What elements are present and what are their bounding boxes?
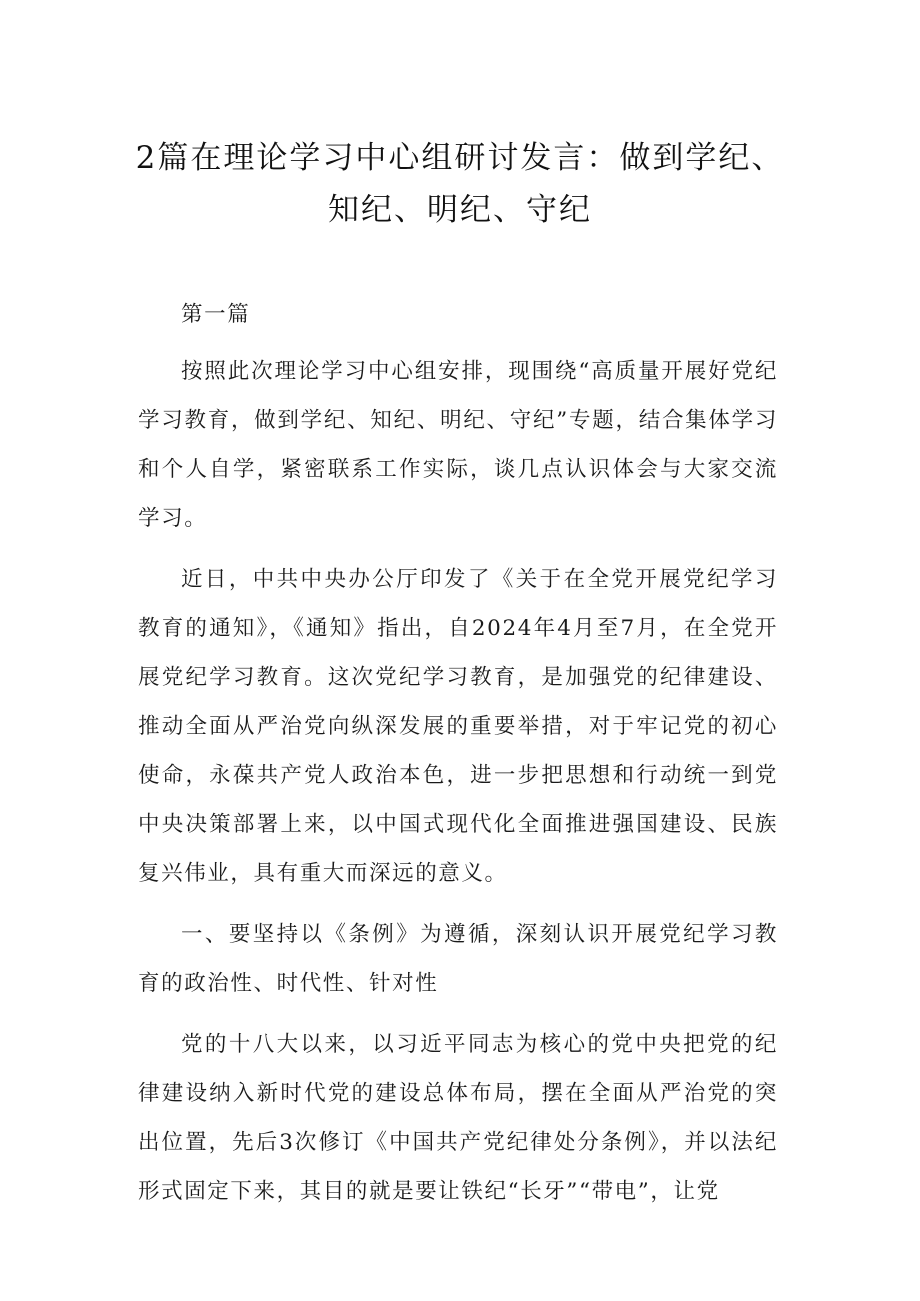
paragraph-notice: 近日，中共中央办公厅印发了《关于在全党开展党纪学习教育的通知》，《通知》指出，自2024年4月至7月，在全党开展党纪学习教育。这次党纪学习教育，是加强党的纪律建设、推动全面从严治党向纵深发展的重要举措，对于牢记党的初心使命，永葆共产党人政治本色，进一步把思想和行动统一到党中央决策部署上来，以中国式现代化全面推进强国建设、民族复兴伟业，具有重大而深远的意义。 xyxy=(138,567,778,886)
document-title xyxy=(120,132,800,236)
section-heading-one: 一、要坚持以《条例》为遵循，深刻认识开展党纪学习教育的政治性、时代性、针对性 xyxy=(138,922,778,996)
paragraph-discipline: 党的十八大以来，以习近平同志为核心的党中央把党的纪律建设纳入新时代党的建设总体布局，摆在全面从严治党的突出位置，先后3次修订《中国共产党纪律处分条例》，并以法纪形式固定下来，其目的就是要让铁纪“长牙”“带电”，让党 xyxy=(138,1032,778,1204)
title-line-1: 2篇在理论学习中心组研讨发言：做到学纪、 xyxy=(135,140,785,176)
section-label: 第一篇 xyxy=(181,302,251,327)
paragraph-intro: 按照此次理论学习中心组安排，现围绕“高质量开展好党纪学习教育，做到学纪、知纪、明纪、守纪”专题，结合集体学习和个人自学，紧密联系工作实际，谈几点认识体会与大家交流学习。 xyxy=(138,359,778,531)
title-line-2: 知纪、明纪、守纪 xyxy=(328,192,592,228)
document-body xyxy=(138,290,778,1228)
